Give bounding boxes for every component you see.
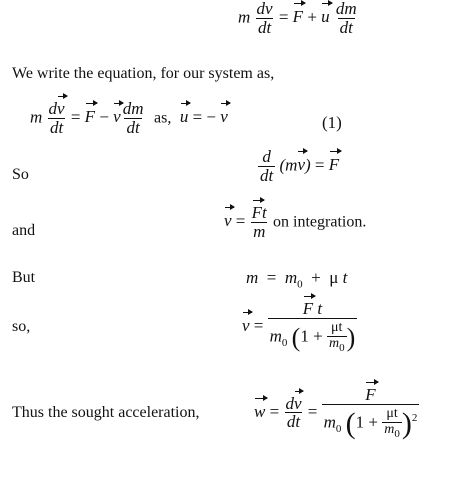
thus-text: Thus the sought acceleration, [12,404,200,421]
equation-velocity-final: v = F t $m_0$ (1 + $\frac{\mu t}{m_0}$ ) [242,299,356,354]
equation-mass: $m = m_0 + \mu$ t [246,268,348,291]
so-comma-label: so, [12,318,31,335]
intro-text: We write the equation, for our system as, [12,65,275,82]
equation-1: m $\frac{dv}{dt}$ = F − v $\frac{dm}{dt}$ as, u = − v [30,99,228,137]
so-label: So [12,166,29,183]
relative-velocity-vector: u [321,7,330,27]
dm-dt-fraction: $\frac{dm}{dt}$ [335,0,357,37]
force-vector: F [292,7,304,27]
equation-velocity-integrated: v = $\frac{Ft}{m}$ on integration. [224,203,367,241]
but-label: But [12,269,36,286]
and-label: and [12,222,36,239]
mass-symbol: m [238,7,251,27]
equation-acceleration: w = $\frac{dv}{dt}$ = F $m_0$ (1 + $\frac{\mu t}{m_0}$ )$^2$ [254,385,418,440]
equation-number: (1) [322,113,342,132]
equation-momentum: $\frac{d}{dt}$ (mv) = F [260,147,340,185]
dv-dt-fraction: $\frac{dv}{dt}$ [256,0,273,37]
velocity-vector: v [265,0,273,18]
equation-rocket-general: m $\frac{dv}{dt}$ = F + u $\frac{dm}{dt}$ [238,0,357,37]
